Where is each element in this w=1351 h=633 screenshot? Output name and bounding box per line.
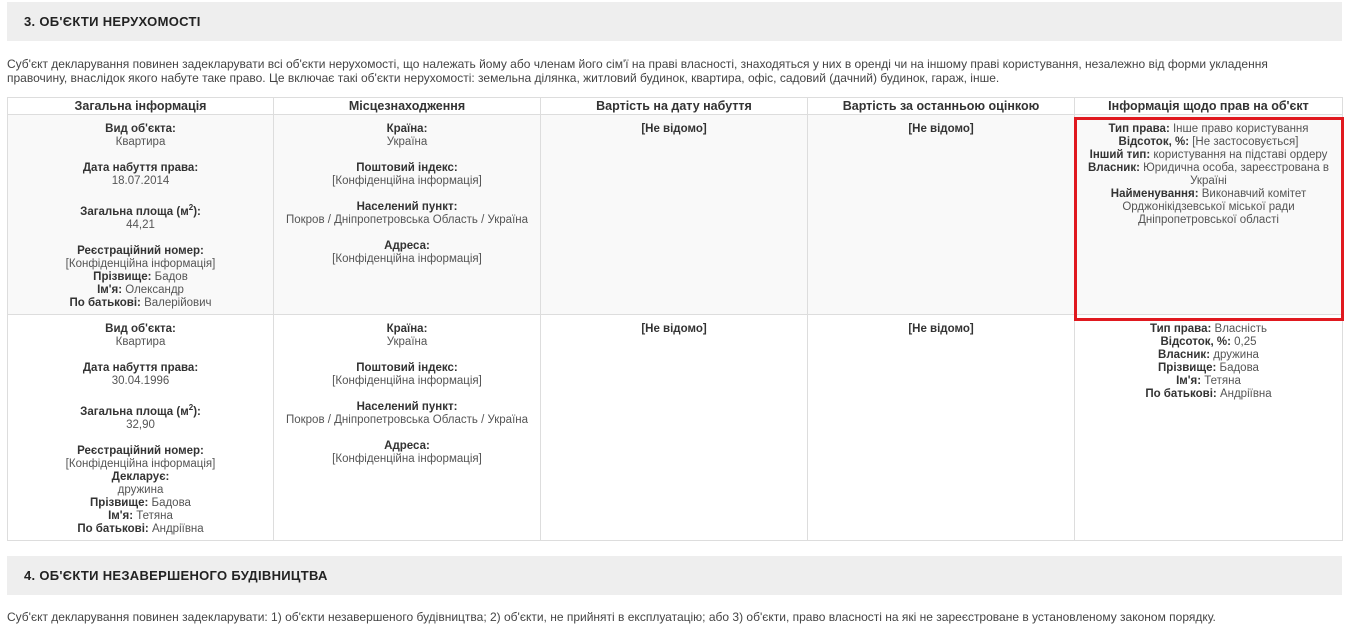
object-type-label: Вид об'єкта: [105,323,176,335]
address-value: [Конфіденційна інформація] [332,453,482,465]
section-4-header [7,556,1342,595]
postal-label: Поштовий індекс: [356,162,458,174]
table-row [8,315,1343,541]
cost-last-value: [Не відомо] [908,123,974,135]
percent-line: Відсоток, %: [Не застосовується] [1118,136,1299,148]
patronymic-line: По батькові: Валерійович [69,296,212,309]
surname-line: Прізвище: Бадова [1158,362,1259,374]
reg-number-value: [Конфіденційна інформація] [65,257,216,270]
col-header-rights: Інформація щодо прав на об'єкт [1075,98,1343,115]
col-header-cost-last: Вартість за останньою оцінкою [808,98,1075,115]
country-label: Країна: [386,323,428,335]
address-value: [Конфіденційна інформація] [332,253,482,265]
table-header-row [8,98,1343,115]
org-name-line-2: Орджонікідзевської міської ради [1122,201,1295,213]
org-name-line-3: Дніпропетровської області [1138,214,1279,226]
acquisition-date-label: Дата набуття права: [82,362,199,374]
settlement-label: Населений пункт: [356,201,458,213]
patronymic-line: По батькові: Андріївна [1145,388,1272,400]
owner-line: Власник: Юридична особа, зареєстрована в [1087,162,1330,174]
other-type-line: Інший тип: користування на підставі ордеру [1089,149,1328,161]
address-label: Адреса: [384,440,430,452]
acquisition-date-value: 18.07.2014 [111,175,170,187]
rights-cell [1075,115,1343,315]
cost-last-value: [Не відомо] [908,323,974,335]
cost-acquisition-cell [541,115,808,315]
cost-last-cell [808,115,1075,315]
settlement-value: Покров / Дніпропетровська Область / Україна [285,414,529,426]
reg-number-label: Реєстраційний номер: [77,244,204,257]
general-info-cell [8,115,274,315]
right-type-line: Тип права: Власність [1150,323,1267,335]
total-area-label: Загальна площа $(м^2)$: [80,403,201,418]
cost-acquisition-cell [541,315,808,541]
real-estate-table [7,97,1343,541]
surname-line: Прізвище: Бадов [93,270,188,283]
acquisition-date-value: 30.04.1996 [111,375,170,387]
right-type-line: Тип права: Інше право користування [1108,123,1309,135]
location-cell [274,315,541,541]
section-4-description: Суб'єкт декларування повинен задекларувати: 1) об'єкти незавершеного будівництва; 2) об'єкти, не прийняті в експлуатацію; або 3) об'єкти, право власності на які не зареєстроване в установленому законом порядку. [7,610,1216,624]
declarant-label: Декларує: [111,470,170,483]
address-label: Адреса: [384,240,430,252]
postal-value: [Конфіденційна інформація] [332,175,482,187]
country-label: Країна: [386,123,428,135]
col-header-cost-acquisition: Вартість на дату набуття [541,98,808,115]
section-3-header [7,2,1342,41]
section-4-title: 4. ОБ'ЄКТИ НЕЗАВЕРШЕНОГО БУДІВНИЦТВА [24,568,328,583]
object-type-value: Квартира [115,136,166,148]
surname-line: Прізвище: Бадова [90,496,191,509]
settlement-value: Покров / Дніпропетровська Область / Україна [285,214,529,226]
section-3-description: Суб'єкт декларування повинен задекларувати всі об'єкти нерухомості, що належать йому або членам його сім'ї на праві власності, знаходяться у них в оренді чи на іншому праві користування, незалежно від форми укладення правочину, внаслідок якого набуте таке право. Це включає такі об'єкти нерухомості: земельна ділянка, житловий будинок, квартира, офіс, садовий (дачний) будинок, гараж, інше. [7,57,1268,85]
name-line: Ім'я: Тетяна [1176,375,1241,387]
section-3-title: 3. ОБ'ЄКТИ НЕРУХОМОСТІ [24,14,201,29]
owner-line-cont: Україні [1190,175,1227,187]
cost-last-cell [808,315,1075,541]
col-header-general: Загальна інформація [8,98,274,115]
reg-number-value: [Конфіденційна інформація] [65,457,216,470]
total-area-label: Загальна площа $(м^2)$: [80,203,201,218]
name-line: Ім'я: Олександр [97,283,184,296]
total-area-value: 32,90 [126,418,155,431]
reg-number-label: Реєстраційний номер: [77,444,204,457]
country-value: Україна [386,336,428,348]
owner-line: Власник: дружина [1158,349,1259,361]
name-line: Ім'я: Тетяна [108,509,173,522]
acquisition-date-label: Дата набуття права: [82,162,199,174]
rights-cell [1075,315,1343,541]
patronymic-line: По батькові: Андріївна [77,522,204,535]
cost-acquisition-value: [Не відомо] [641,123,707,135]
org-name-line: Найменування: Виконавчий комітет [1110,188,1307,200]
total-area-value: 44,21 [126,218,155,231]
object-type-value: Квартира [115,336,166,348]
table-row [8,115,1343,315]
object-type-label: Вид об'єкта: [105,123,176,135]
postal-label: Поштовий індекс: [356,362,458,374]
percent-line: Відсоток, %: 0,25 [1160,336,1257,348]
settlement-label: Населений пункт: [356,401,458,413]
location-cell [274,115,541,315]
general-info-cell [8,315,274,541]
declarant-value: дружина [117,483,164,496]
cost-acquisition-value: [Не відомо] [641,323,707,335]
col-header-location: Місцезнаходження [274,98,541,115]
postal-value: [Конфіденційна інформація] [332,375,482,387]
country-value: Україна [386,136,428,148]
